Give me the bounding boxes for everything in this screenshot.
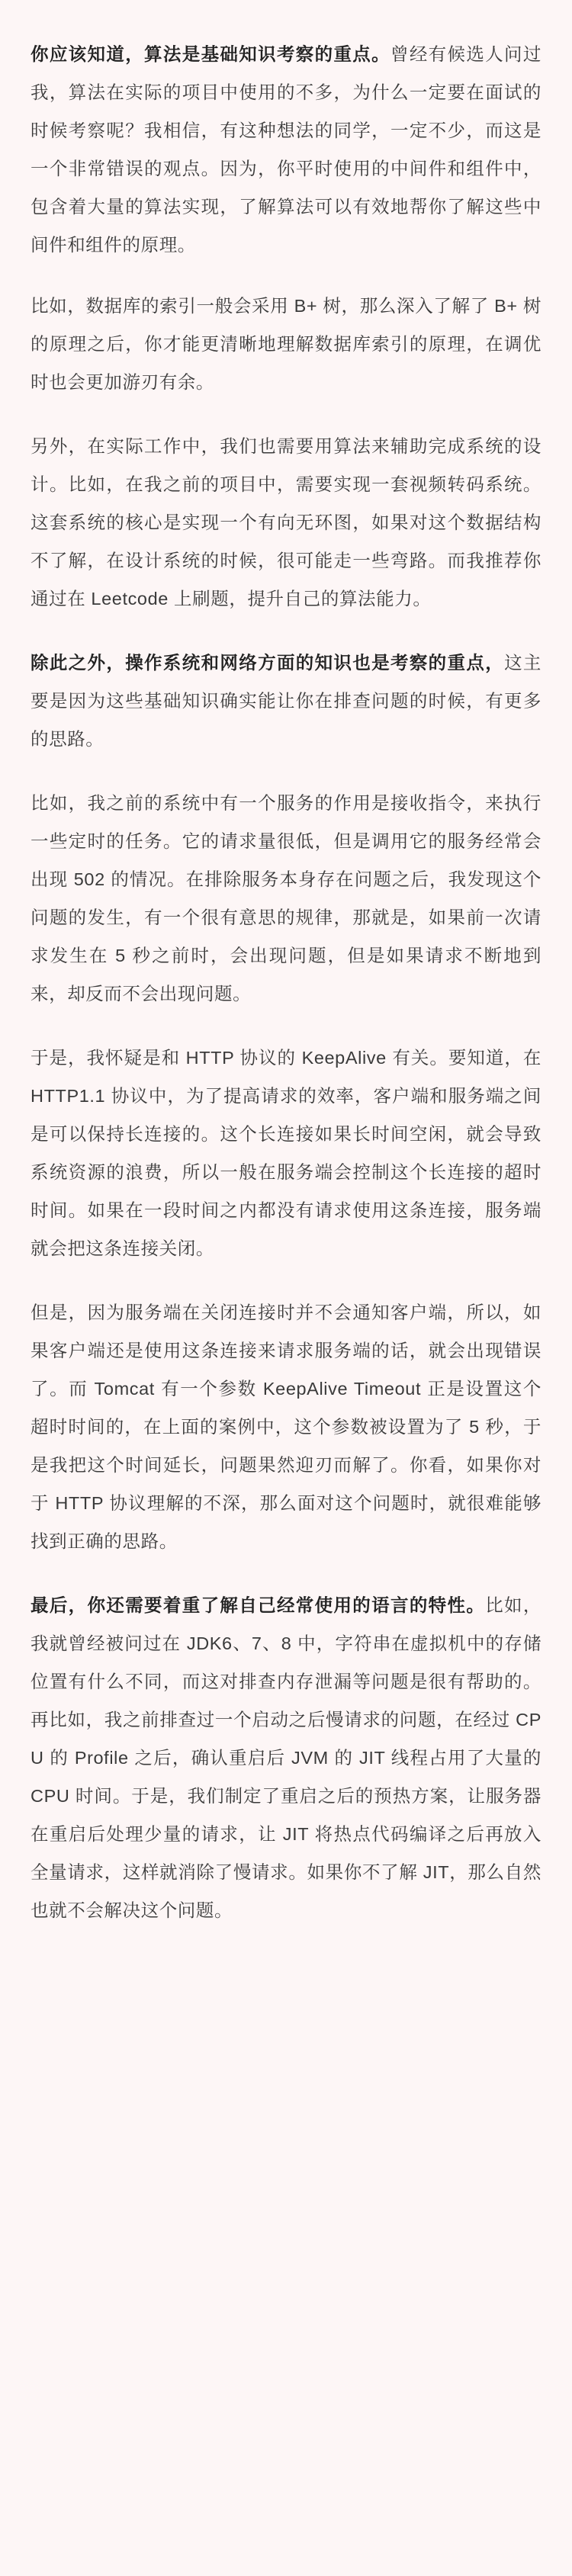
paragraph-2 bbox=[31, 287, 541, 401]
paragraph-7-text: 但是，因为服务端在关闭连接时并不会通知客户端，所以，如果客户端还是使用这条连接来请求服务端的话，就会出现错误了。而 Tomcat 有一个参数 KeepAlive Timeout 正是设置这个超时时间的，在上面的案例中，这个参数被设置为了 5 秒，于是我把这个时间延长，问题果然迎刃而解了。你看，如果你对于 HTTP 协议理解的不深，那么面对这个问题时，就很难能够找到正确的思路。 bbox=[31, 1302, 541, 1551]
paragraph-6-text: 于是，我怀疑是和 HTTP 协议的 KeepAlive 有关。要知道，在 HTTP1.1 协议中，为了提高请求的效率，客户端和服务端之间是可以保持长连接的。这个长连接如果长时间空闲，就会导致系统资源的浪费，所以一般在服务端会控制这个长连接的超时时间。如果在一段时间之内都没有请求使用这条连接，服务端就会把这条连接关闭。 bbox=[31, 1048, 541, 1258]
paragraph-4 bbox=[31, 644, 541, 758]
paragraph-8-text: 比如，我就曾经被问过在 JDK6、7、8 中，字符串在虚拟机中的存储位置有什么不同，而这对排查内存泄漏等问题是很有帮助的。再比如，我之前排查过一个启动之后慢请求的问题，在经过 CPU 的 Profile 之后，确认重启后 JVM 的 JIT 线程占用了大量的 CPU 时间。于是，我们制定了重启之后的预热方案，让服务器在重启后处理少量的请求，让 JIT 将热点代码编译之后再放入全量请求，这样就消除了慢请求。如果你不了解 JIT，那么自然也就不会解决这个问题。 bbox=[31, 1595, 541, 1920]
paragraph-2-text: 比如，数据库的索引一般会采用 B+ 树，那么深入了解了 B+ 树的原理之后，你才能更清晰地理解数据库索引的原理，在调优时也会更加游刃有余。 bbox=[31, 296, 541, 392]
paragraph-1 bbox=[31, 35, 541, 264]
paragraph-4-lead: 除此之外，操作系统和网络方面的知识也是考察的重点， bbox=[31, 653, 505, 673]
paragraph-7 bbox=[31, 1293, 541, 1560]
paragraph-8-lead: 最后，你还需要着重了解自己经常使用的语言的特性。 bbox=[31, 1595, 486, 1615]
paragraph-5 bbox=[31, 784, 541, 1013]
paragraph-8 bbox=[31, 1586, 541, 1929]
paragraph-1-text: 曾经有候选人问过我，算法在实际的项目中使用的不多，为什么一定要在面试的时候考察呢？我相信，有这种想法的同学，一定不少，而这是一个非常错误的观点。因为，你平时使用的中间件和组件中，包含着大量的算法实现，了解算法可以有效地帮你了解这些中间件和组件的原理。 bbox=[31, 44, 541, 255]
paragraph-3-text: 另外，在实际工作中，我们也需要用算法来辅助完成系统的设计。比如，在我之前的项目中，需要实现一套视频转码系统。这套系统的核心是实现一个有向无环图，如果对这个数据结构不了解，在设计系统的时候，很可能走一些弯路。而我推荐你通过在 Leetcode 上刷题，提升自己的算法能力。 bbox=[31, 436, 541, 609]
paragraph-3 bbox=[31, 427, 541, 618]
paragraph-1-lead: 你应该知道，算法是基础知识考察的重点。 bbox=[31, 44, 390, 64]
paragraph-6 bbox=[31, 1039, 541, 1267]
paragraph-5-text: 比如，我之前的系统中有一个服务的作用是接收指令，来执行一些定时的任务。它的请求量很低，但是调用它的服务经常会出现 502 的情况。在排除服务本身存在问题之后，我发现这个问题的发生，有一个很有意思的规律，那就是，如果前一次请求发生在 5 秒之前时，会出现问题，但是如果请求不断地到来，却反而不会出现问题。 bbox=[31, 793, 541, 1004]
paragraph-4-text: 这主要是因为这些基础知识确实能让你在排查问题的时候，有更多的思路。 bbox=[31, 653, 542, 749]
